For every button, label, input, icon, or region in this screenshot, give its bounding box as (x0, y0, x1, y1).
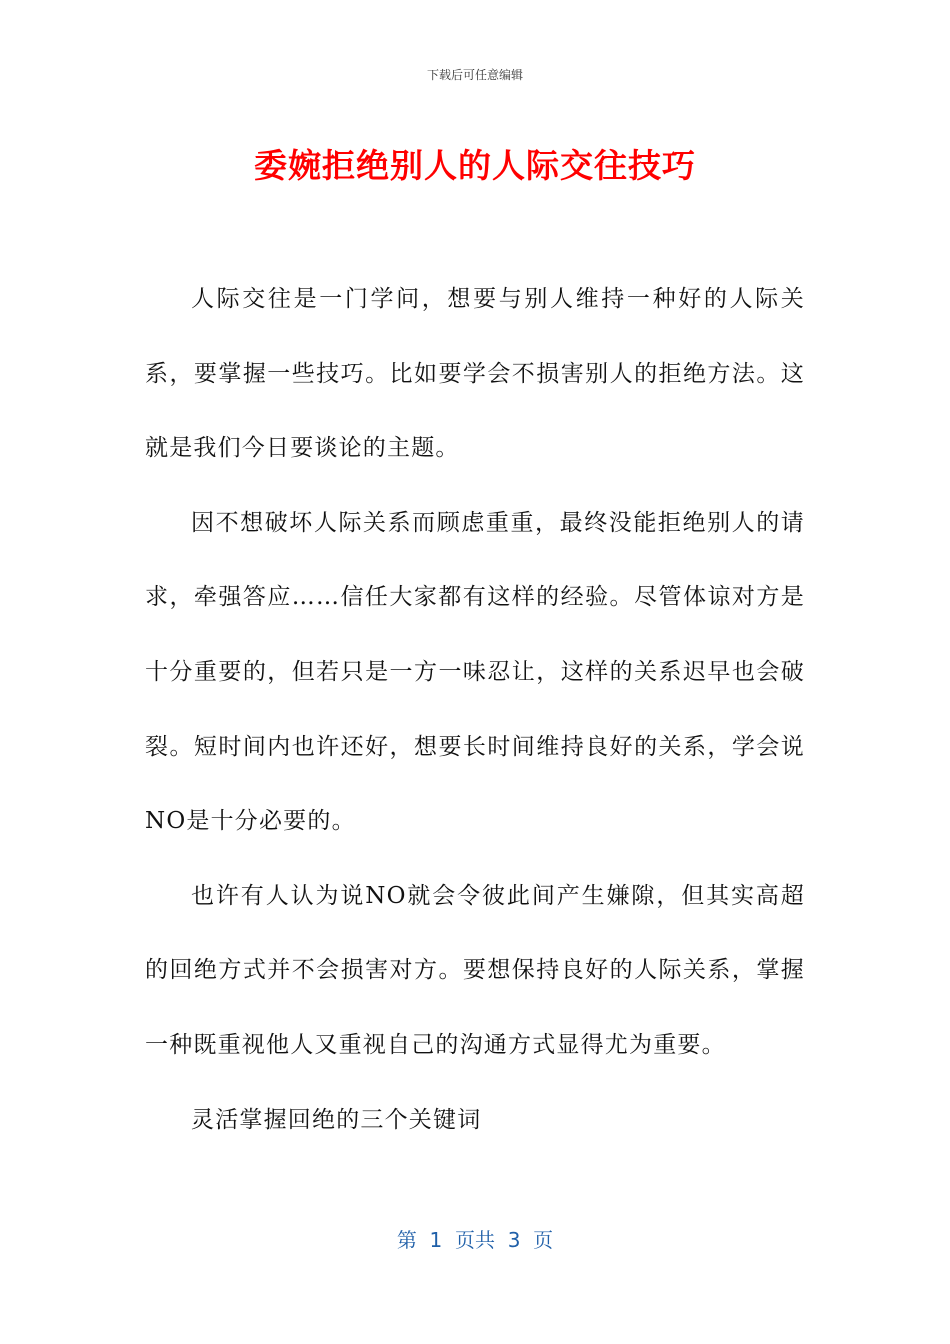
page-number: 第 1 页共 3 页 (396, 1228, 554, 1252)
section-heading: 灵活掌握回绝的三个关键词 (191, 1106, 482, 1133)
paragraph: 也许有人认为说NO就会令彼此间产生嫌隙，但其实高超的回绝方式并不会损害对方。要想保持良好的人际关系，掌握一种既重视他人又重视自己的沟通方式显得尤为重要。 (145, 882, 805, 1058)
document-title: 委婉拒绝别人的人际交往技巧 (254, 146, 696, 185)
document-body (145, 262, 805, 1157)
header-note: 下载后可任意编辑 (426, 68, 523, 82)
paragraph: 因不想破坏人际关系而顾虑重重，最终没能拒绝别人的请求，牵强答应……信任大家都有这样的经验。尽管体谅对方是十分重要的，但若只是一方一味忍让，这样的关系迟早也会破裂。短时间内也许还好，想要长时间维持良好的关系，学会说NO是十分必要的。 (145, 509, 805, 835)
paragraph: 人际交往是一门学问，想要与别人维持一种好的人际关系，要掌握一些技巧。比如要学会不损害别人的拒绝方法。这就是我们今日要谈论的主题。 (145, 286, 805, 462)
